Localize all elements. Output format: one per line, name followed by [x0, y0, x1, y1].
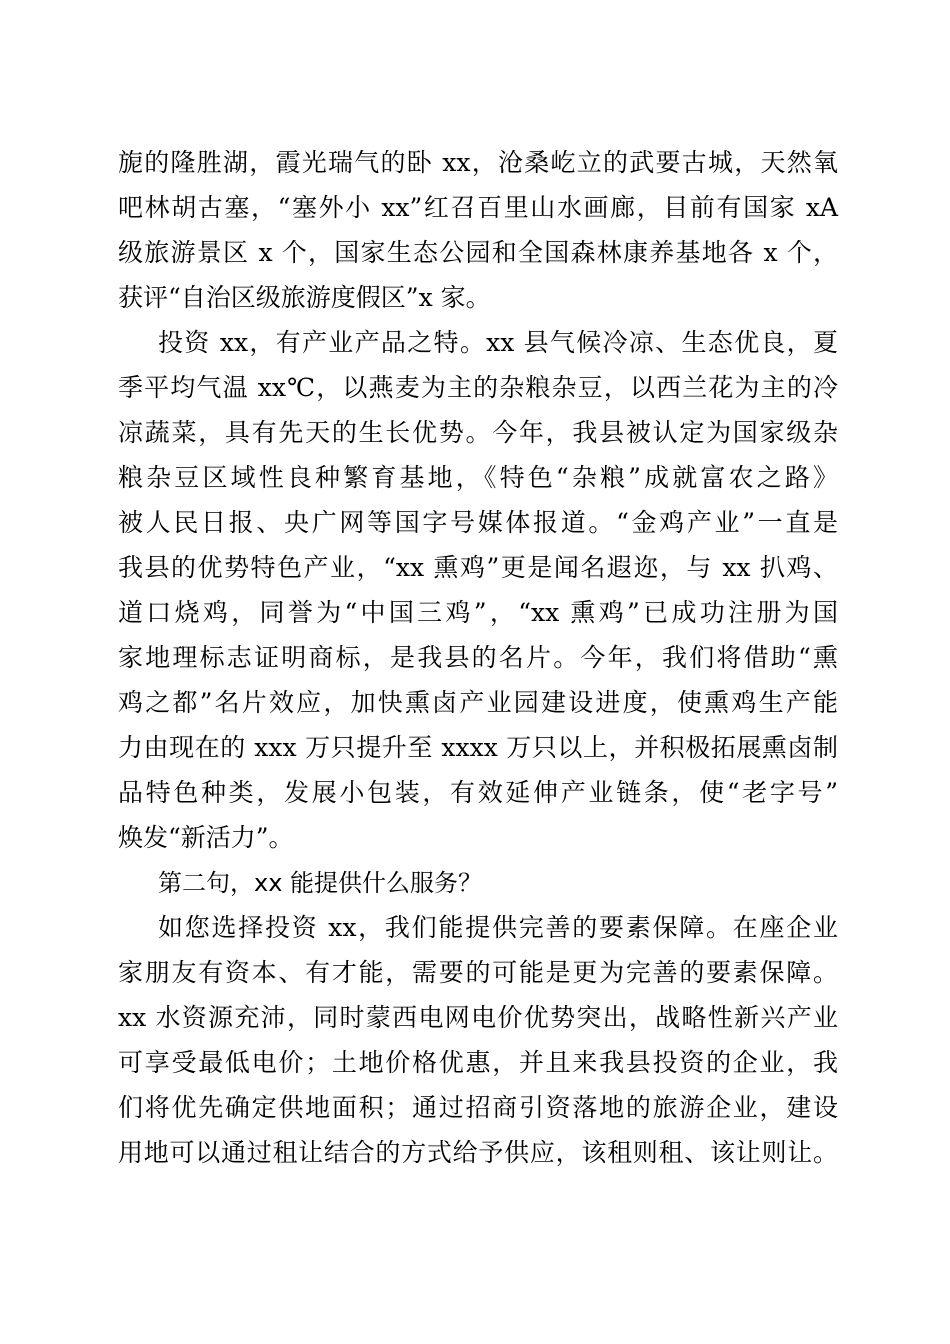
text-line: 我县的优势特色产业，“xx 熏鸡”更是闻名遐迩，与 xx 扒鸡、	[118, 553, 838, 582]
text-line: 季平均气温 xx℃，以燕麦为主的杂粮杂豆，以西兰花为主的冷	[118, 373, 838, 402]
text-line: 被人民日报、央广网等国字号媒体报道。“金鸡产业”一直是	[118, 508, 838, 537]
text-line: 品特色种类，发展小包装，有效延伸产业链条，使“老字号”	[118, 778, 838, 807]
text-line: 们将优先确定供地面积；通过招商引资落地的旅游企业，建设	[118, 1093, 838, 1122]
text-line: 力由现在的 xxx 万只提升至 xxxx 万只以上，并积极拓展熏卤制	[118, 733, 838, 762]
text-line: 获评“自治区级旅游度假区”x 家。	[118, 283, 491, 312]
text-line: 焕发“新活力”。	[118, 823, 294, 852]
text-line: 吧林胡古塞，“塞外小 xx”红召百里山水画廊，目前有国家 xA	[118, 193, 838, 222]
text-line: 家地理标志证明商标，是我县的名片。今年，我们将借助“熏	[118, 643, 838, 672]
text-line: 级旅游景区 x 个，国家生态公园和全国森林康养基地各 x 个，	[118, 238, 838, 267]
section-heading: 第二句，xx 能提供什么服务？	[158, 869, 483, 897]
text-line: 旎的隆胜湖，霞光瑞气的卧 xx，沧桑屹立的武要古城，天然氧	[118, 148, 838, 177]
text-line: 如您选择投资 xx，我们能提供完善的要素保障。在座企业	[158, 913, 838, 942]
text-line: 凉蔬菜，具有先天的生长优势。今年，我县被认定为国家级杂	[118, 418, 838, 447]
text-line: 道口烧鸡，同誉为“中国三鸡”，“xx 熏鸡”已成功注册为国	[118, 598, 838, 627]
text-line: xx 水资源充沛，同时蒙西电网电价优势突出，战略性新兴产业	[118, 1003, 838, 1032]
text-line: 粮杂豆区域性良种繁育基地，《特色“杂粮”成就富农之路》	[118, 463, 838, 492]
text-line: 用地可以通过租让结合的方式给予供应，该租则租、该让则让。	[118, 1138, 838, 1167]
text-line: 家朋友有资本、有才能，需要的可能是更为完善的要素保障。	[118, 958, 838, 987]
text-line: 鸡之都”名片效应，加快熏卤产业园建设进度，使熏鸡生产能	[118, 688, 838, 717]
text-line: 投资 xx，有产业产品之特。xx 县气候冷凉、生态优良，夏	[158, 328, 838, 357]
text-line: 可享受最低电价；土地价格优惠，并且来我县投资的企业，我	[118, 1048, 838, 1077]
